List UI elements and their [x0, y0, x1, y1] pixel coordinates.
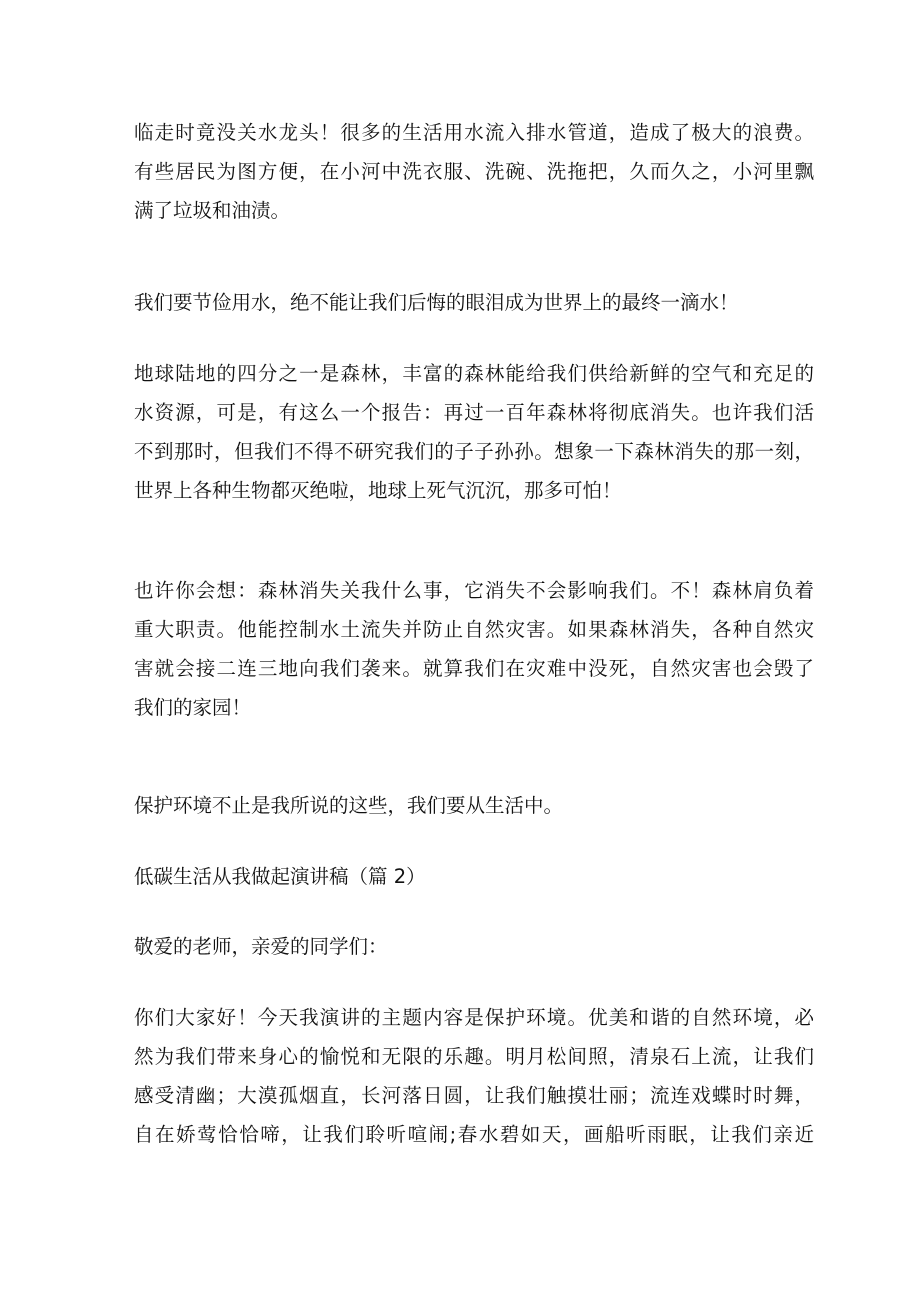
salutation: [134, 927, 814, 966]
text-line: 感受清幽；大漠孤烟直，长河落日圆，让我们触摸壮丽；流连戏蝶时时舞，: [134, 1084, 814, 1107]
text-line: 临走时竟没关水龙头！很多的生活用水流入排水管道，造成了极大的浪费。: [134, 121, 814, 144]
text-line: 保护环境不止是我所说的这些，我们要从生活中。: [134, 794, 564, 817]
text-line: 地球陆地的四分之一是森林，丰富的森林能给我们供给新鲜的空气和充足的: [134, 362, 814, 385]
text-line: 敬爱的老师，亲爱的同学们：: [134, 935, 388, 958]
text-line: 然为我们带来身心的愉悦和无限的乐趣。明月松间照，清泉石上流，让我们: [134, 1045, 814, 1068]
text-line: 我们的家园！: [134, 696, 252, 719]
paragraph-water-waste: [134, 113, 814, 230]
text-line: 满了垃圾和油渍。: [134, 199, 291, 222]
text-line: 不到那时，但我们不得不研究我们的子子孙孙。想象一下森林消失的那一刻，: [134, 440, 814, 463]
text-line: 也许你会想：森林消失关我什么事，它消失不会影响我们。不！森林肩负着: [134, 579, 814, 602]
paragraph-protect-environment: [134, 786, 814, 825]
text-line: 你们大家好！今天我演讲的主题内容是保护环境。优美和谐的自然环境，必: [134, 1006, 814, 1029]
text-line: 自在娇莺恰恰啼，让我们聆听喧闹;春水碧如天，画船听雨眠，让我们亲近: [134, 1123, 814, 1146]
text-line: 重大职责。他能控制水土流失并防止自然灾害。如果森林消失，各种自然灾: [134, 618, 814, 641]
paragraph-forest-duty: [134, 571, 814, 727]
text-line: 水资源，可是，有这么一个报告：再过一百年森林将彻底消失。也许我们活: [134, 401, 814, 424]
text-line: 低碳生活从我做起演讲稿（篇 2）: [134, 865, 426, 888]
text-line: 害就会接二连三地向我们袭来。就算我们在灾难中没死，自然灾害也会毁了: [134, 657, 814, 680]
text-line: 有些居民为图方便，在小河中洗衣服、洗碗、洗拖把，久而久之，小河里飘: [134, 160, 814, 183]
text-line: 我们要节俭用水，绝不能让我们后悔的眼泪成为世界上的最终一滴水！: [134, 291, 739, 314]
text-line: 世界上各种生物都灭绝啦，地球上死气沉沉，那多可怕！: [134, 479, 622, 502]
paragraph-speech-intro: [134, 998, 814, 1154]
section-heading: [134, 857, 814, 896]
paragraph-save-water: [134, 283, 814, 322]
paragraph-forest-disappear: [134, 354, 814, 510]
